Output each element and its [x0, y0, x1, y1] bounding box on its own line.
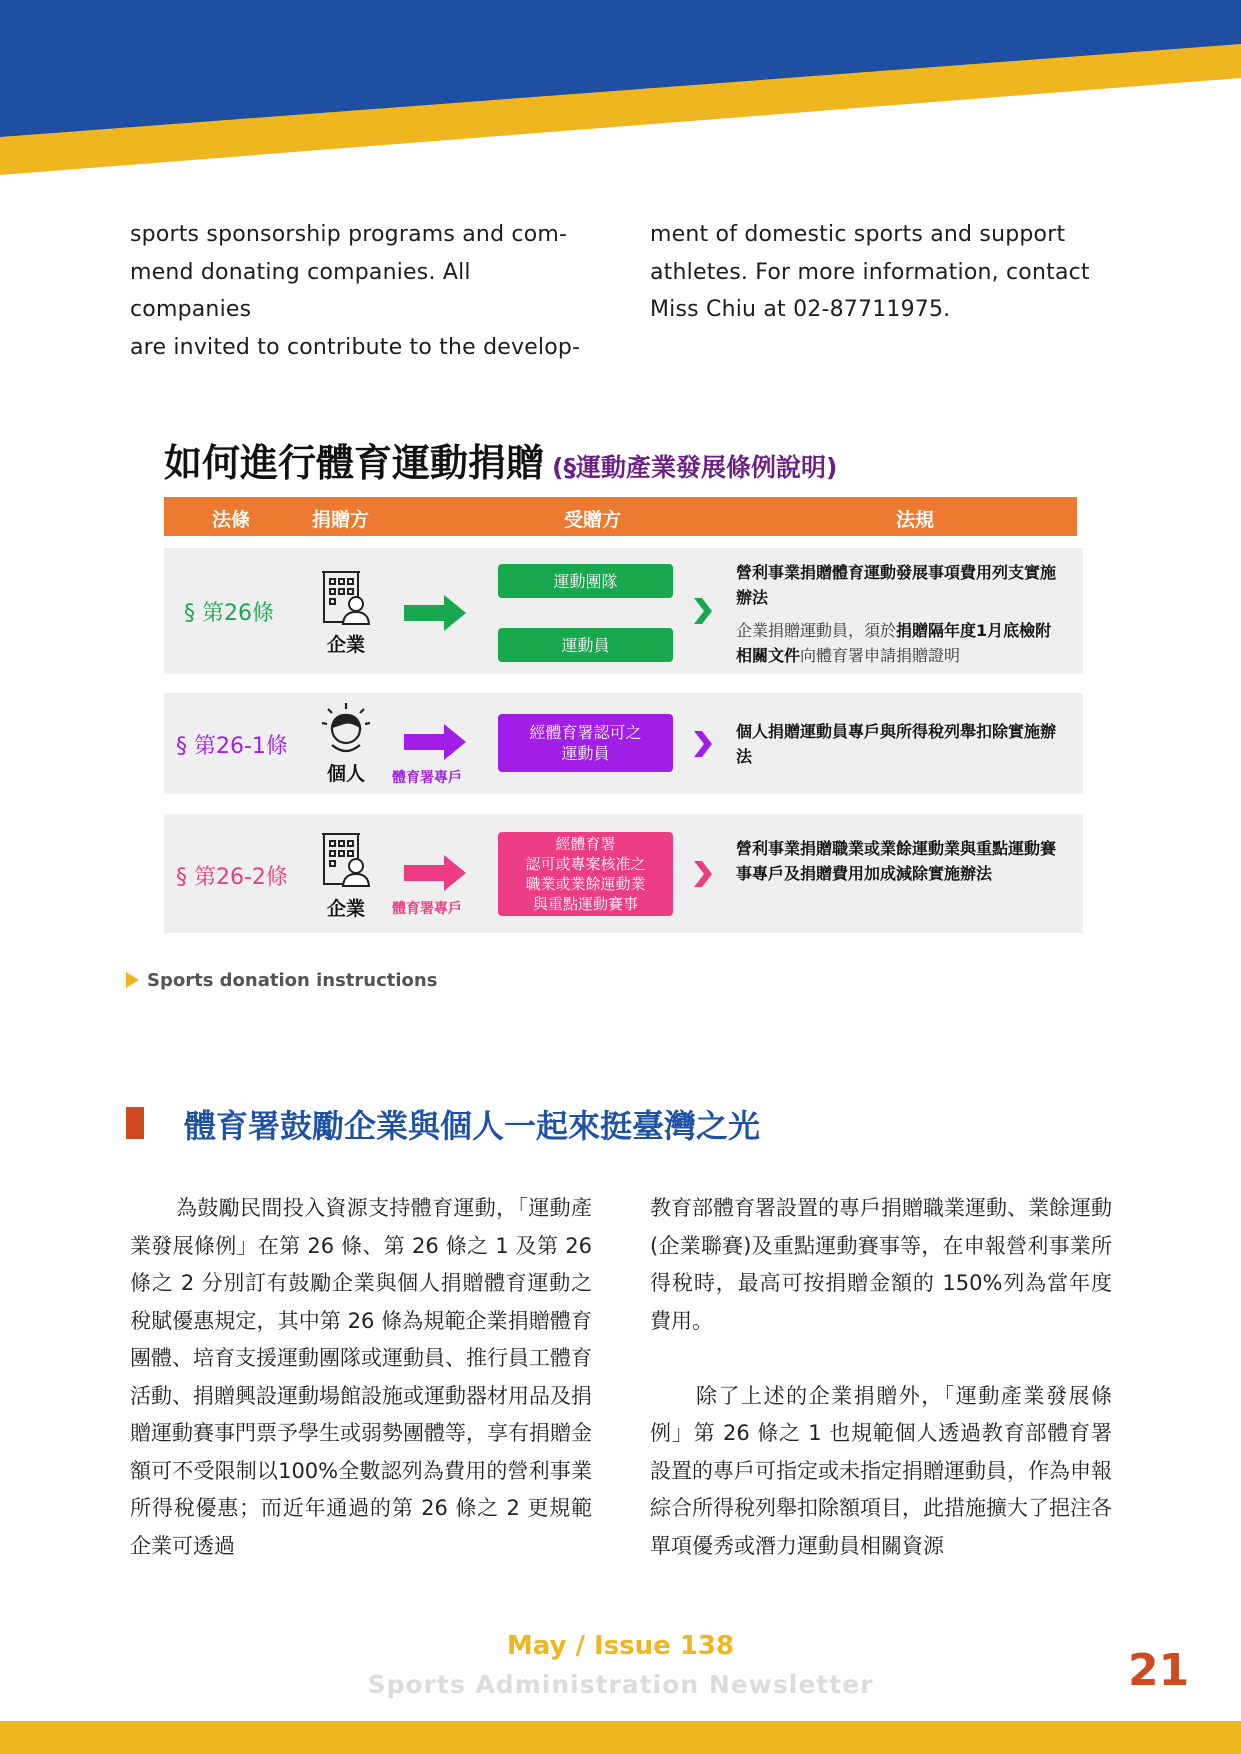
regulation-name: 營利事業捐贈職業或業餘運動業與重點運動賽事專戶及捐贈費用加成減除實施辦法: [736, 839, 1057, 883]
law-row-26-1: [164, 693, 1083, 794]
chevron-right-icon: [692, 859, 714, 889]
english-paragraph-left: sports sponsorship programs and com- mend donating companies. All companies are invited to contribute to the develop-: [130, 222, 581, 360]
chinese-paragraph: 為鼓勵民間投入資源支持體育運動，「運動產業發展條例」在第 26 條、第 26 條之 1 及第 26 條之 2 分別訂有鼓勵企業與個人捐贈體育運動之稅賦優惠規定，其中第 26 條為規範企業捐贈體育團體、培育支援運動團隊或運動員、推行員工體育活動、捐贈興設運動場館設施或運動器材用品及捐贈運動賽事門票予學生或弱勢團體等，享有捐贈金額可不受限制以100%全數認列為費用的營利事業所得稅優惠；而近年通過的第 26 條之 2 更規範企業可透過: [130, 1196, 592, 1558]
figure-caption: [126, 970, 437, 991]
figure-title: [164, 432, 837, 487]
recipient-box: 經體育署 認可或專案核准之 職業或業餘運動業 與重點運動賽事: [498, 832, 673, 916]
figure-subtitle: (§運動產業發展條例說明): [552, 453, 838, 482]
header-regulation: 法規: [896, 509, 935, 531]
donor-label: 企業: [326, 634, 365, 656]
chinese-column-right: [650, 1190, 1112, 1565]
caption-text: Sports donation instructions: [147, 970, 438, 991]
building-person-icon: [316, 566, 376, 626]
footer-publication: Sports Administration Newsletter: [367, 1670, 874, 1699]
chinese-column-left: [130, 1190, 592, 1565]
account-label: 體育署專戶: [392, 901, 462, 917]
regulation-name: 個人捐贈運動員專戶與所得稅列舉扣除實施辦法: [736, 722, 1057, 766]
page-number: 21: [1128, 1645, 1190, 1696]
law-row-26: [164, 548, 1083, 674]
regulation-text: [736, 560, 1056, 668]
chinese-paragraph: 除了上述的企業捐贈外，「運動產業發展條例」第 26 條之 1 也規範個人透過教育部體育署設置的專戶可指定或未指定捐贈運動員，作為申報綜合所得稅列舉扣除額項目，此措施擴大了挹注各單項優秀或潛力運動員相關資源: [650, 1383, 1112, 1558]
header-donor: 捐贈方: [312, 509, 370, 531]
person-idea-icon: [316, 701, 376, 761]
bottom-bar: [0, 1721, 1241, 1754]
arrow-icon: [404, 853, 468, 893]
triangle-bullet-icon: [126, 972, 139, 988]
top-banner: [0, 0, 1241, 200]
donor-label: 企業: [326, 898, 365, 920]
arrow-icon: [404, 593, 468, 633]
law-label: § 第26-2條: [176, 865, 288, 890]
regulation-name: 營利事業捐贈體育運動發展事項費用列支實施辦法: [736, 563, 1057, 607]
section-marker: [126, 1107, 144, 1139]
chevron-right-icon: [692, 596, 714, 626]
law-row-26-2: [164, 814, 1083, 933]
recipient-box: 運動員: [498, 628, 673, 662]
donor-label: 個人: [326, 763, 365, 785]
regulation-note: 企業捐贈運動員，須於捐贈隔年度1月底檢附相關文件向體育署申請捐贈證明: [736, 621, 1052, 665]
recipient-box: 運動團隊: [498, 564, 673, 598]
recipient-box: 經體育署認可之 運動員: [498, 714, 673, 772]
figure-title-main: 如何進行體育運動捐贈: [164, 441, 545, 485]
chevron-right-icon: [692, 729, 714, 759]
header-law: 法條: [212, 509, 251, 531]
table-header: [164, 497, 1077, 536]
english-paragraph-right: ment of domestic sports and support athletes. For more information, contact Miss Chiu at 02-87711975.: [650, 222, 1090, 322]
footer-issue: May / Issue 138: [506, 1631, 735, 1661]
law-label: § 第26條: [184, 601, 274, 626]
chinese-paragraph: 教育部體育署設置的專戶捐贈職業運動、業餘運動(企業聯賽)及重點運動賽事等，在申報營利事業所得稅時，最高可按捐贈金額的 150%列為當年度費用。: [650, 1196, 1112, 1333]
arrow-icon: [404, 722, 468, 762]
regulation-text: [736, 836, 1056, 886]
header-recipient: 受贈方: [564, 509, 622, 531]
building-person-icon: [316, 828, 376, 888]
regulation-text: [736, 719, 1056, 769]
section-title: 體育署鼓勵企業與個人一起來挺臺灣之光: [184, 1107, 761, 1145]
law-label: § 第26-1條: [176, 734, 288, 759]
account-label: 體育署專戶: [392, 770, 462, 786]
